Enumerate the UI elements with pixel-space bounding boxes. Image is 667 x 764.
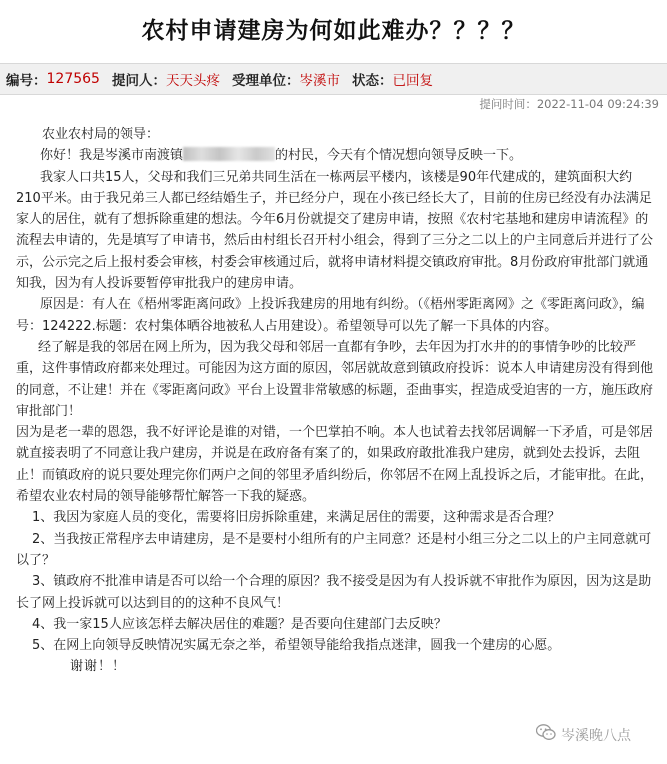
wechat-icon (536, 724, 556, 745)
salutation: 农业农村局的领导： (42, 127, 160, 142)
id-value: 127565 (46, 71, 100, 87)
watermark (536, 724, 631, 745)
id-label: 编号： (6, 73, 47, 89)
unit-label: 受理单位： (231, 73, 300, 89)
question-1: 1、我因为家庭人员的变化，需要将旧房拆除重建，来满足居住的需要，这种需求是否合理？ (32, 510, 561, 526)
question-5: 5、在网上向领导反映情况实属无奈之举，希望领导能给我指点迷津，圆我一个建房的心愿。 (32, 638, 561, 654)
paragraph-reason: 原因是：有人在《梧州零距离问政》上投诉我建房的用地有纠纷。（《梧州零距离网》之《零距离问政》，编号：124222.标题：农村集体晒谷地被私人占用建设）。希望领导可以先了解一下具体的内容。 (16, 297, 645, 334)
question-3: 3、镇政府不批准申请是否可以给一个合理的原因？我不接受是因为有人投诉就不审批作为原因，因为这是助长了网上投诉就可以达到目的的这种不良风气！ (16, 574, 652, 611)
letter-body (16, 124, 656, 678)
ask-time: 提问时间：2022-11-04 09:24:39 (479, 97, 659, 111)
unit-value[interactable]: 岑溪市 (299, 73, 340, 89)
paragraph-family: 我家人口共15人，父母和我们三兄弟共同生活在一栋两层平楼内，该楼是90年代建成的，建筑面积大约210平米。由于我兄弟三人都已经结婚生子，并已经分户，现在小孩已经长大了，目前的住房已经没有办法满足家人的居住，就有了想拆除重建的想法。今年6月份就提交了建房申请，按照《农村宅基地和建房申请流程》的流程去申请的，先是填写了申请书，然后由村组长召开村小组会，得到了三分之二以上的户主同意后并进行了公示，公示完之后上报村委会审核，村委会审核通过后，就将申请材料提交镇政府审批。8月份政府审批部门就通知我，因为有人投诉要暂停审批我户的建房申请。 (16, 169, 654, 292)
question-2: 2、当我按正常程序去申请建房，是不是要村小组所有的户主同意？还是村小组三分之二以上的户主同意就可以了？ (16, 531, 652, 568)
thanks: 谢谢！！ (70, 659, 127, 675)
watermark-text: 岑溪晚八点 (561, 727, 631, 744)
meta-bar (0, 63, 667, 95)
asker-label: 提问人： (111, 73, 166, 89)
page-title: 农村申请建房为何如此难办？？？？ (141, 17, 526, 44)
greeting-text-before: 你好！我是岑溪市南渡镇 (40, 148, 184, 164)
redacted-village-name (183, 147, 275, 161)
paragraph-dispute: 因为是老一辈的恩怨，我不好评论是谁的对错，一个巴掌拍不响。本人也试着去找邻居调解一下矛盾，可是邻居就直接表明了不同意让我户建房，并说是在政府备有案了的，如果政府敢批准我户建房，就到处去投诉，去阻止！而镇政府的说只要处理完你们两户之间的邻里矛盾纠纷后，你邻居不在网上乱投诉之后，才能审批。在此，希望农业农村局的领导能够帮忙解答一下我的疑惑。 (16, 425, 654, 505)
asker-value[interactable]: 天天头疼 (165, 73, 220, 89)
question-4: 4、我一家15人应该怎样去解决居住的难题？是否要向住建部门去反映？ (32, 616, 447, 632)
paragraph-neighbor: 经了解是我的邻居在网上所为，因为我父母和邻居一直都有争吵，去年因为打水井的的事情争吵的比较严重，这件事情政府都来处理过。可能因为这方面的原因，邻居就故意到镇政府投诉：说本人申请建房没有得到他的同意，不让建！并在《零距离问政》平台上设置非常敏感的标题，歪曲事实，捏造成受迫害的一方，施压政府审批部门！ (16, 339, 654, 419)
status-badge: 已回复 (392, 73, 433, 89)
greeting (16, 145, 656, 166)
greeting-text-after: 的村民，今天有个情况想向领导反映一下。 (275, 148, 523, 164)
status-label: 状态： (351, 73, 393, 89)
